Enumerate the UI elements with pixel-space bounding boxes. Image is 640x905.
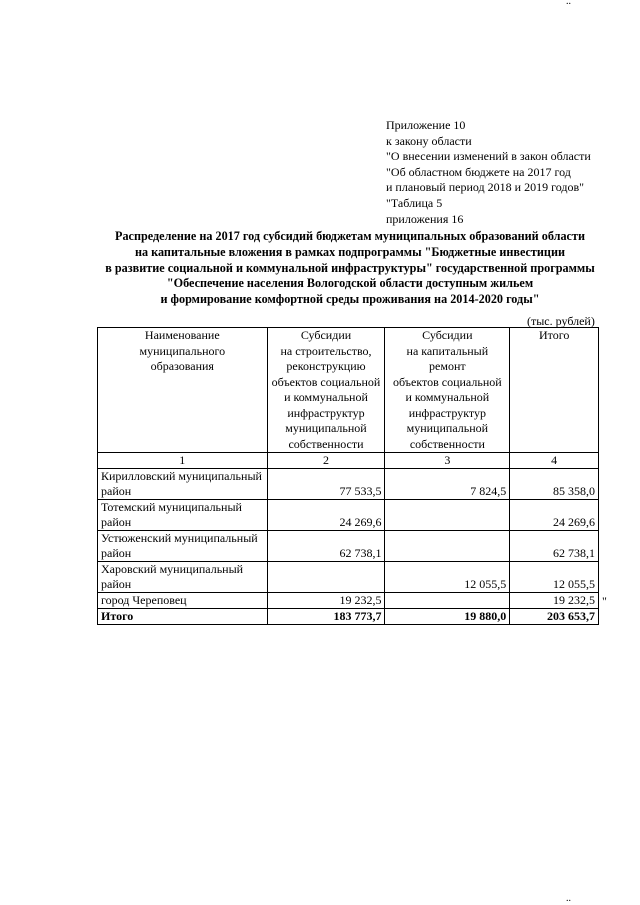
title-line: в развитие социальной и коммунальной инфраструктуры" государственной программы: [105, 260, 595, 275]
row-construction: 24 269,6: [267, 500, 385, 531]
header-repair: Субсидии на капитальный ремонт объектов социальной и коммунальной инфраструктур муниципальной собственности: [385, 328, 510, 453]
annex-line: приложения 16: [386, 211, 464, 226]
row-total: 19 232,5: [510, 593, 599, 609]
row-repair: [385, 593, 510, 609]
row-name: Кирилловский муниципальный район: [98, 469, 268, 500]
annex-line: к закону области: [386, 133, 472, 148]
row-name: Устюженский муниципальный район: [98, 531, 268, 562]
row-repair: 7 824,5: [385, 469, 510, 500]
title-line: "Обеспечение населения Вологодской области доступным жильем: [166, 276, 534, 291]
column-number: 3: [385, 453, 510, 469]
annex-line: "Об областном бюджете на 2017 год: [386, 164, 571, 179]
total-row: [98, 609, 599, 625]
column-number: 4: [510, 453, 599, 469]
header-total: Итого: [510, 328, 599, 453]
page-mark-top: ..: [566, 0, 571, 7]
table-row: [98, 531, 599, 562]
row-total: 85 358,0: [510, 469, 599, 500]
column-number-row: [98, 453, 599, 469]
closing-quote: ": [602, 594, 607, 608]
column-number: 1: [98, 453, 268, 469]
total-repair: 19 880,0: [385, 609, 510, 625]
row-repair: [385, 500, 510, 531]
header-municipality: Наименование муниципального образования: [98, 328, 268, 453]
total-total: 203 653,7: [510, 609, 599, 625]
document-title: [100, 229, 600, 308]
table-row: [98, 593, 599, 609]
total-construction: 183 773,7: [267, 609, 385, 625]
total-label: Итого: [98, 609, 268, 625]
row-repair: 12 055,5: [385, 562, 510, 593]
column-number: 2: [267, 453, 385, 469]
table-header-row: [98, 328, 599, 453]
title-line: на капитальные вложения в рамках подпрограммы "Бюджетные инвестиции: [134, 244, 566, 259]
row-construction: [267, 562, 385, 593]
annex-line: "Таблица 5: [386, 195, 443, 210]
header-construction: Субсидии на строительство, реконструкцию объектов социальной и коммунальной инфраструктур муниципальной собственности: [267, 328, 385, 453]
subsidy-table: [97, 327, 599, 625]
table-row: [98, 562, 599, 593]
title-line: и формирование комфортной среды проживания на 2014-2020 годы": [160, 292, 540, 307]
row-repair: [385, 531, 510, 562]
annex-line: и плановый период 2018 и 2019 годов": [386, 180, 585, 195]
row-name: Харовский муниципальный район: [98, 562, 268, 593]
page-mark-bottom: ..: [566, 893, 571, 904]
row-name: город Череповец: [98, 593, 268, 609]
row-total: 62 738,1: [510, 531, 599, 562]
row-total: 24 269,6: [510, 500, 599, 531]
annex-block: [386, 118, 591, 227]
table-row: [98, 500, 599, 531]
annex-line: "О внесении изменений в закон области: [386, 149, 591, 164]
table-row: [98, 469, 599, 500]
annex-line: Приложение 10: [386, 118, 466, 132]
title-line: Распределение на 2017 год субсидий бюджетам муниципальных образований области: [115, 229, 585, 243]
unit-label: (тыс. рублей): [527, 314, 595, 328]
row-construction: 19 232,5: [267, 593, 385, 609]
row-construction: 77 533,5: [267, 469, 385, 500]
row-construction: 62 738,1: [267, 531, 385, 562]
row-name: Тотемский муниципальный район: [98, 500, 268, 531]
row-total: 12 055,5: [510, 562, 599, 593]
